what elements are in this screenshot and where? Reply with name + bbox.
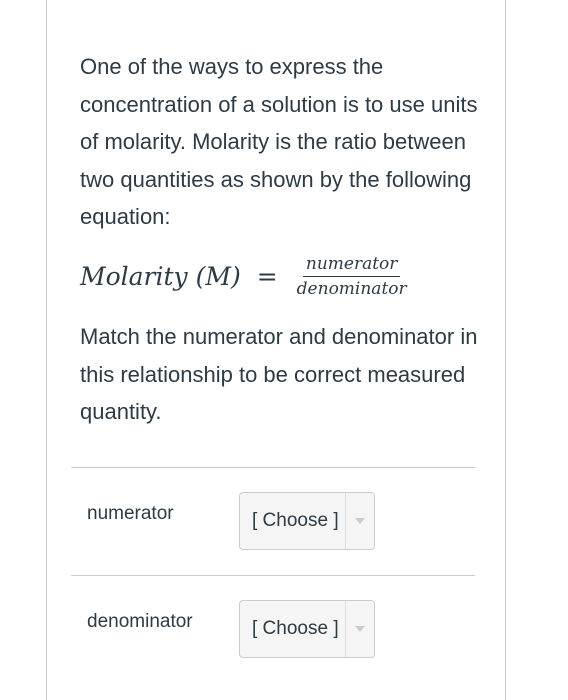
fraction-numerator: numerator [303, 254, 401, 277]
fraction-denominator: denominator [296, 278, 407, 299]
equation-equals-sign: = [256, 261, 278, 291]
match-divider-middle [71, 575, 475, 576]
equation-lhs: Molarity (M) [80, 261, 241, 291]
chevron-down-icon [345, 601, 374, 657]
question-card [46, 0, 506, 700]
equation-fraction [294, 254, 410, 299]
numerator-select-value: [ Choose ] [252, 510, 339, 531]
match-label-denominator: denominator [87, 611, 193, 632]
chevron-down-icon [345, 493, 374, 549]
question-instruction-text: Match the numerator and denominator in this relationship to be correct measured quantity. [80, 324, 478, 424]
denominator-select[interactable] [239, 600, 375, 658]
numerator-select[interactable] [239, 492, 375, 550]
question-intro-text: One of the ways to express the concentration of a solution is to use units of molarity. Molarity is the ratio between two quantities as shown by the following equation: [80, 54, 478, 229]
match-label-numerator: numerator [87, 503, 174, 524]
denominator-select-value: [ Choose ] [252, 618, 339, 639]
match-divider-top [71, 467, 475, 468]
molarity-equation [80, 250, 410, 302]
